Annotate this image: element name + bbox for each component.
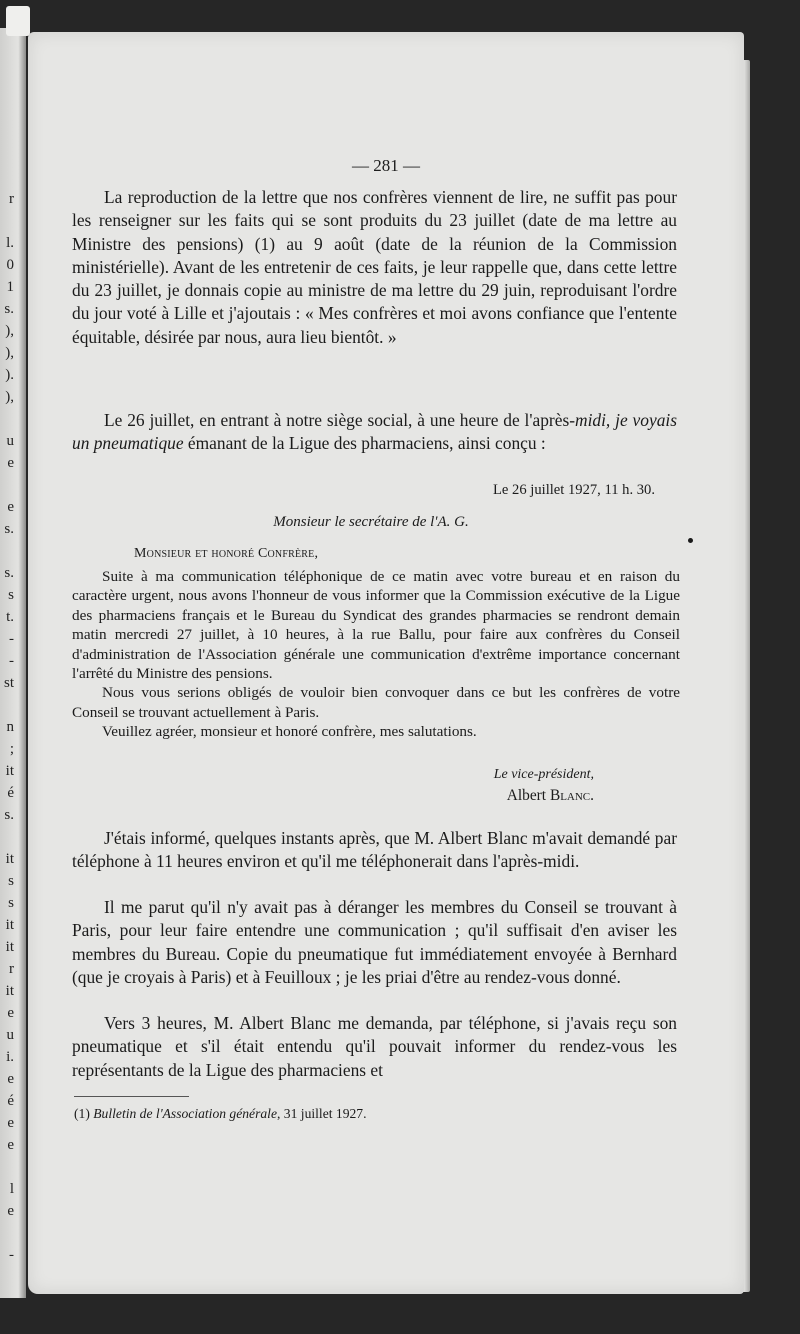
left-page-char: l. xyxy=(6,235,14,251)
left-page-char: e xyxy=(7,1115,14,1131)
left-page-char: e xyxy=(7,1005,14,1021)
paragraph-5-text: Vers 3 heures, M. Albert Blanc me demanda, par téléphone, si j'avais reçu son pneumatique et s'il était entendu qu'il pouvait informer du rendez-vous les représentants de la Ligue des pharmaciens et xyxy=(72,1013,677,1080)
left-page-char: it xyxy=(5,851,14,867)
left-page-char: t. xyxy=(6,609,14,625)
footnote-title: Bulletin de l'Association générale xyxy=(93,1106,277,1121)
page-number: — 281 — xyxy=(352,156,420,175)
paragraph-1 xyxy=(72,186,677,349)
left-page-char: - xyxy=(9,631,14,647)
letter-dateline: Le 26 juillet 1927, 11 h. 30. xyxy=(493,482,655,498)
left-page-char: e xyxy=(7,1071,14,1087)
left-page-char: st xyxy=(3,675,14,691)
left-page-char: s xyxy=(8,873,14,889)
left-page-char: ; xyxy=(9,741,14,757)
left-page-char: s. xyxy=(4,565,14,581)
letter-body xyxy=(72,567,680,742)
signature-first-name: Albert xyxy=(506,787,550,804)
left-page-char: u xyxy=(6,433,14,449)
left-page-char: it xyxy=(5,939,14,955)
letter-paragraph-2: Nous vous serions obligés de vouloir bien convoquer dans ce but les confrères de votre Conseil se trouvant actuellement à Paris. xyxy=(72,684,680,721)
paragraph-4-text: Il me parut qu'il n'y avait pas à déranger les membres du Conseil se trouvant à Paris, pour leur faire entendre une communication ; qu'il suffisait d'en aviser les membres du Bureau. Copie du pneumatique fut immédiatement envoyée à Bernhard (que je croyais à Paris) et à Feuilloux ; je les priai d'être au rendez-vous donné. xyxy=(72,897,677,987)
paragraph-3 xyxy=(72,827,677,874)
left-page-char: l xyxy=(9,1181,14,1197)
letter-paragraph-3: Veuillez agréer, monsieur et honoré confrère, mes salutations. xyxy=(102,723,477,741)
signature-title: Le vice-président, xyxy=(493,767,594,782)
paragraph-2-lead: Le 26 juillet, en entrant à notre siège social, à une heure de l'après- xyxy=(104,410,576,430)
left-page-char: e xyxy=(7,1137,14,1153)
left-page-char: s. xyxy=(4,301,14,317)
left-page-char: e xyxy=(7,455,14,471)
left-page-char: ), xyxy=(5,323,14,339)
paragraph-2-text xyxy=(72,409,677,456)
letter-address: Monsieur le secrétaire de l'A. G. xyxy=(273,514,469,530)
clip-mark xyxy=(6,6,30,36)
left-page-char: n xyxy=(6,719,14,735)
left-page-char: i. xyxy=(6,1049,14,1065)
paragraph-2-rest: émanant de la Ligue des pharmaciens, ainsi conçu : xyxy=(183,433,546,454)
left-page-char: it xyxy=(5,917,14,933)
paragraph-3-text: J'étais informé, quelques instants après, que M. Albert Blanc m'avait demandé par téléphone à 11 heures environ et qu'il me téléphonerait dans l'après-midi. xyxy=(72,828,677,872)
left-page-char xyxy=(0,826,14,848)
paragraph-1-text: La reproduction de la lettre que nos confrères viennent de lire, ne suffit pas pour les renseigner sur les faits qui se sont produits du 23 juillet (date de ma lettre au Ministre des pensions) (1) au 9 août (date de la réunion de la Commission ministérielle). Avant de les entretenir de ces faits, je leur rappelle que, dans cette lettre du 23 juillet, je donnais copie au ministre de ma lettre du 29 juin, reproduisant l'ordre du jour voté à Lille et j'ajoutais : « Mes confrères et moi avons confiance que l'entente équitable, désirée par nous, aura lieu bientôt. » xyxy=(72,187,677,347)
left-page-char: - xyxy=(9,1247,14,1263)
left-page-char: e xyxy=(7,1203,14,1219)
left-page-char: s. xyxy=(4,521,14,537)
left-page-char: - xyxy=(9,653,14,669)
left-page-char xyxy=(0,694,14,716)
left-page-char: é xyxy=(7,1093,14,1109)
left-page-char: ). xyxy=(5,367,14,383)
paragraph-2 xyxy=(72,409,677,456)
left-page-char: r xyxy=(9,961,14,977)
footnote-rule xyxy=(74,1096,189,1097)
left-page-char xyxy=(0,1222,14,1244)
left-page-char: ), xyxy=(5,389,14,405)
left-page-char: é xyxy=(7,785,14,801)
paragraph-5 xyxy=(72,1012,677,1082)
letter-paragraph-1: Suite à ma communication téléphonique de ce matin avec votre bureau et en raison du caractère urgent, nous avons l'honneur de vous informer que la Commission exécutive de la Ligue des pharmaciens français et le Bureau du Syndicat des grandes pharmacies se rendront demain matin mercredi 27 juillet, à 10 heures, à la rue Ballu, pour faire aux confrères du Conseil d'administration de l'Association générale une communication d'extrême importance concernant l'arrêté du Ministre des pensions. xyxy=(72,568,680,683)
left-page-char xyxy=(0,1156,14,1178)
left-page-char xyxy=(0,474,14,496)
left-page-char: 0 xyxy=(6,257,14,273)
left-page-char xyxy=(0,408,14,430)
signature-last-name: Blanc. xyxy=(549,787,594,804)
left-page-char: s xyxy=(8,587,14,603)
left-page-char: ), xyxy=(5,345,14,361)
stray-ink-dot xyxy=(688,538,693,543)
left-page-char: u xyxy=(6,1027,14,1043)
left-page-char xyxy=(0,210,14,232)
left-page-char: e xyxy=(7,499,14,515)
footnote-date: , 31 juillet 1927. xyxy=(277,1106,367,1121)
left-page-char xyxy=(0,540,14,562)
left-page-char: s xyxy=(8,895,14,911)
left-page-char: it xyxy=(5,983,14,999)
footnote xyxy=(74,1106,367,1122)
left-page-char: r xyxy=(9,191,14,207)
left-page-char: it xyxy=(5,763,14,779)
left-page-char: s. xyxy=(4,807,14,823)
book-page xyxy=(28,32,744,1294)
footnote-marker: (1) xyxy=(74,1106,94,1121)
paragraph-4 xyxy=(72,896,677,989)
left-page-char: 1 xyxy=(6,279,14,295)
left-facing-page-edge xyxy=(0,28,26,1298)
paragraph-2-italic: midi, je voyais un pneumatique xyxy=(72,410,677,454)
letter-salutation: Monsieur et honoré Confrère, xyxy=(134,546,319,561)
signature-name xyxy=(428,787,594,805)
left-page-cut-text xyxy=(0,188,14,1266)
